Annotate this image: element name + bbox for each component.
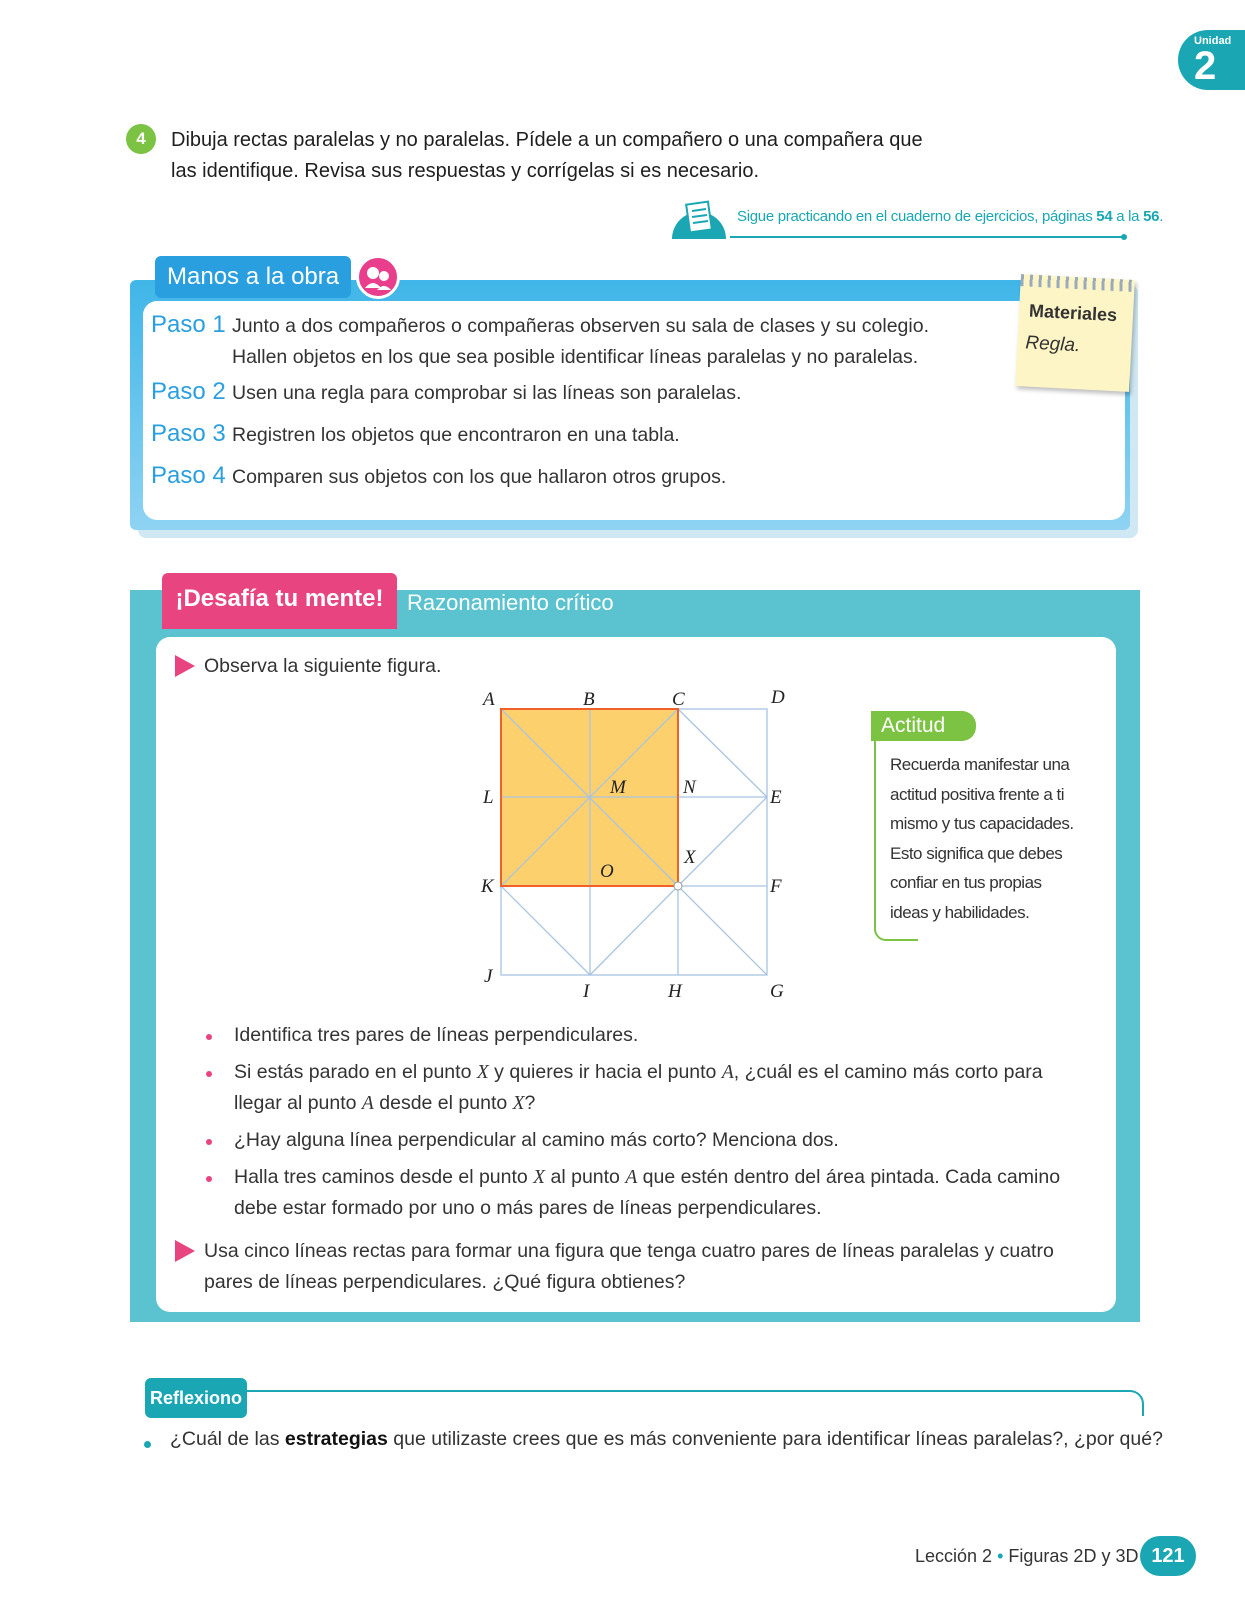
label-e: E: [770, 787, 782, 808]
attitude-line: Recuerda manifestar una: [890, 755, 1070, 774]
question-2-line-2: [234, 1088, 1043, 1119]
attitude-line: ideas y habilidades.: [890, 902, 1030, 922]
footer-lesson: [915, 1546, 1138, 1567]
exercise-number: 4: [126, 124, 156, 154]
step-4-label: Paso 4: [151, 462, 226, 489]
point-x-ref: X: [476, 1062, 489, 1083]
materials-rings: [1020, 274, 1134, 292]
materials-item: Regla.: [1024, 332, 1081, 357]
step-3-text: Registren los objetos que encontraron en una tabla.: [232, 424, 680, 446]
q2-text: Si estás parado en el punto: [234, 1061, 477, 1083]
unit-number: 2: [1194, 44, 1217, 88]
hands-icon: [356, 255, 400, 299]
step-2-label: Paso 2: [151, 378, 226, 405]
question-2-line-1: [234, 1057, 1043, 1088]
observe-text: Observa la siguiente figura.: [204, 655, 442, 677]
bullet-dot: [206, 1176, 212, 1182]
square-grid-figure: [470, 675, 800, 1005]
practice-underline: [730, 236, 1126, 238]
attitude-line: Esto significa que debes: [890, 843, 1063, 863]
label-k: K: [481, 876, 494, 897]
reflect-text: que utilizaste crees que es más conveniente para identificar líneas paralelas?, ¿por qué?: [387, 1428, 1163, 1450]
attitude-line: confiar en tus propias: [890, 873, 1042, 892]
challenge-title: ¡Desafía tu mente!: [162, 573, 397, 629]
question-4-line-2: debe estar formado por uno o más pares de líneas perpendiculares.: [234, 1197, 822, 1219]
q2-text: y quieres ir hacia el punto: [488, 1061, 722, 1083]
practice-note: [737, 208, 1163, 225]
label-g: G: [770, 981, 784, 1002]
exercise-line-1: Dibuja rectas paralelas y no paralelas. Pídele a un compañero o una compañera que: [171, 129, 923, 151]
question-4-line-1: [234, 1162, 1060, 1193]
q4-text: Halla tres caminos desde el punto: [234, 1166, 534, 1188]
reflect-bullet: [144, 1441, 151, 1448]
label-m: M: [610, 777, 626, 798]
reflect-keyword: estrategias: [284, 1428, 388, 1450]
label-b: B: [583, 689, 595, 710]
challenge-subtitle: Razonamiento crítico: [407, 590, 614, 615]
question-3: ¿Hay alguna línea perpendicular al camino más corto? Menciona dos.: [234, 1129, 839, 1151]
point-a-ref: A: [361, 1093, 374, 1114]
bullet-dot: [206, 1071, 212, 1077]
manos-title: Manos a la obra: [155, 256, 351, 298]
label-d: D: [771, 687, 785, 708]
label-j: J: [484, 966, 493, 987]
footer-separator: •: [997, 1546, 1004, 1566]
label-i: I: [583, 981, 590, 1002]
label-o: O: [600, 861, 614, 882]
attitude-line: mismo y tus capacidades.: [890, 814, 1074, 833]
exercise-line-2: las identifique. Revisa sus respuestas y corrígelas si es necesario.: [171, 160, 760, 182]
reflect-title: Reflexiono: [145, 1378, 247, 1418]
question-4: [234, 1162, 1060, 1224]
q2-text: ?: [524, 1092, 536, 1114]
final-task-line-2: pares de líneas perpendiculares. ¿Qué figura obtienes?: [204, 1271, 686, 1293]
practice-note-mid: a la: [1112, 208, 1144, 225]
bullet-dot: [206, 1139, 212, 1145]
arrow-bullet-icon: [175, 655, 195, 677]
label-l: L: [483, 787, 494, 808]
final-task-line-1: Usa cinco líneas rectas para formar una figura que tenga cuatro pares de líneas paralelas y cuatro: [204, 1240, 1054, 1262]
point-x-marker: [674, 882, 682, 890]
practice-page-start: 54: [1096, 208, 1113, 225]
question-1: Identifica tres pares de líneas perpendiculares.: [234, 1024, 639, 1046]
label-h: H: [668, 981, 682, 1002]
step-1-line-1: Junto a dos compañeros o compañeras observen su sala de clases y su colegio.: [232, 315, 929, 337]
point-a-ref: A: [625, 1167, 638, 1188]
practice-note-text: Sigue practicando en el cuaderno de ejercicios, páginas: [737, 208, 1097, 225]
question-2: [234, 1057, 1043, 1119]
lesson-label: Lección 2: [915, 1546, 993, 1566]
step-4-text: Comparen sus objetos con los que hallaron otros grupos.: [232, 466, 727, 488]
materials-title: Materiales: [1028, 300, 1118, 326]
unit-label: Unidad: [1194, 35, 1232, 47]
q2-text: desde el punto: [373, 1092, 513, 1114]
lesson-topic: Figuras 2D y 3D: [1008, 1546, 1139, 1566]
step-2-text: Usen una regla para comprobar si las líneas son paralelas.: [232, 382, 742, 404]
bullet-dot: [206, 1034, 212, 1040]
reflect-question: [170, 1428, 1163, 1451]
reflect-line: [247, 1390, 1144, 1416]
attitude-title: Actitud: [871, 711, 976, 741]
attitude-line: actitud positiva frente a ti: [890, 784, 1065, 804]
step-1-label: Paso 1: [151, 311, 226, 338]
practice-note-end: .: [1159, 208, 1164, 225]
step-3-label: Paso 3: [151, 420, 226, 447]
q4-text: que estén dentro del área pintada. Cada camino: [637, 1166, 1061, 1188]
page-number: 121: [1140, 1536, 1196, 1576]
q2-text: llegar al punto: [234, 1092, 362, 1114]
final-task: [204, 1236, 1054, 1298]
materials-note: [1015, 274, 1135, 392]
reflect-text: ¿Cuál de las: [170, 1428, 285, 1450]
arrow-bullet-icon: [175, 1240, 195, 1262]
label-a: A: [483, 689, 495, 710]
label-x: X: [684, 847, 696, 868]
attitude-text: [890, 750, 1080, 927]
practice-page-end: 56: [1143, 208, 1160, 225]
label-n: N: [683, 777, 696, 798]
step-1-text: [232, 311, 929, 373]
q2-text: , ¿cuál es el camino más corto para: [733, 1061, 1043, 1083]
label-f: F: [770, 876, 782, 897]
label-c: C: [672, 689, 685, 710]
q4-text: al punto: [545, 1166, 626, 1188]
exercise-text: [171, 125, 1011, 187]
practice-dot: [1121, 234, 1127, 240]
step-1-line-2: Hallen objetos en los que sea posible identificar líneas paralelas y no paralelas.: [232, 346, 919, 368]
point-x-ref: X: [512, 1093, 525, 1114]
notebook-icon: [670, 199, 728, 239]
unit-tab: [1178, 30, 1245, 90]
point-x-ref: X: [533, 1167, 546, 1188]
point-a-ref: A: [721, 1062, 734, 1083]
